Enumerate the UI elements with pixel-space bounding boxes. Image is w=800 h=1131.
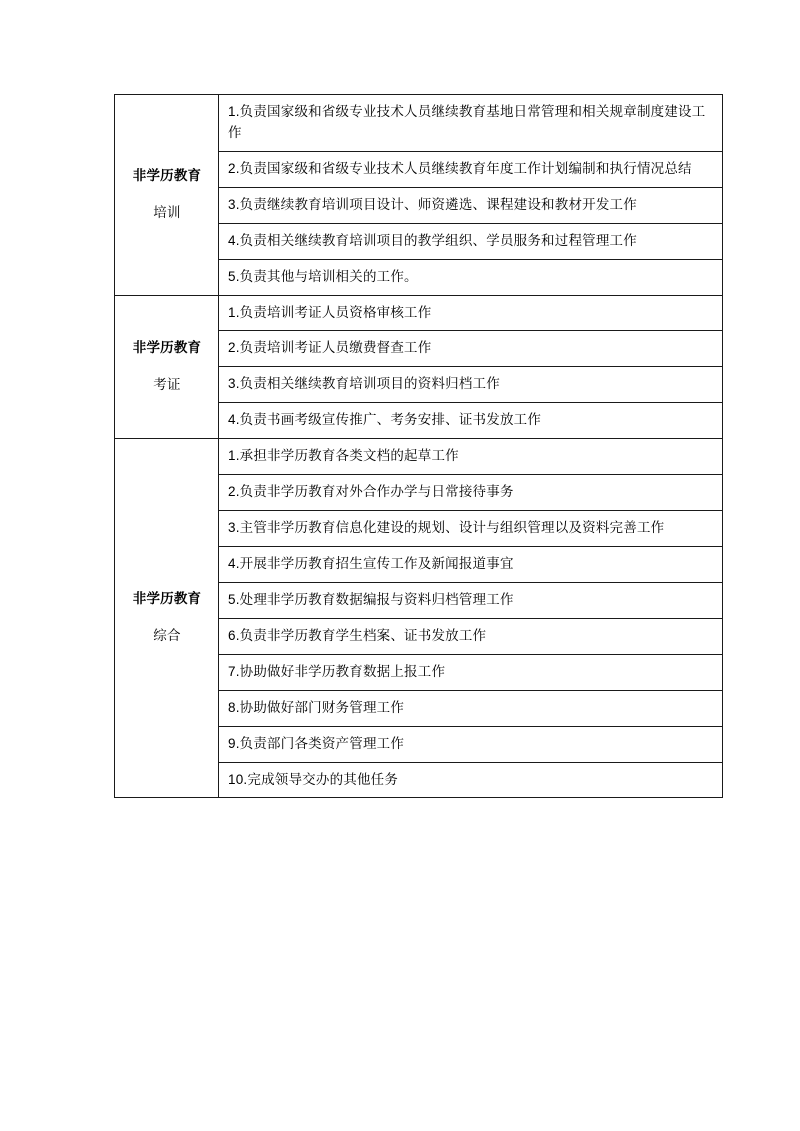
duty-item: 2.负责非学历教育对外合作办学与日常接待事务 <box>219 475 723 511</box>
duty-item: 5.处理非学历教育数据编报与资料归档管理工作 <box>219 582 723 618</box>
duty-item: 3.负责继续教育培训项目设计、师资遴选、课程建设和教材开发工作 <box>219 187 723 223</box>
category-main-label: 非学历教育 <box>132 167 202 183</box>
table-row <box>115 439 723 475</box>
duty-table-body <box>115 95 723 798</box>
duty-item: 3.负责相关继续教育培训项目的资料归档工作 <box>219 367 723 403</box>
duty-item: 6.负责非学历教育学生档案、证书发放工作 <box>219 618 723 654</box>
category-main-label: 非学历教育 <box>132 339 202 355</box>
duty-item: 4.开展非学历教育招生宣传工作及新闻报道事宜 <box>219 546 723 582</box>
table-row <box>115 295 723 331</box>
duty-item: 8.协助做好部门财务管理工作 <box>219 690 723 726</box>
duty-item: 7.协助做好非学历教育数据上报工作 <box>219 654 723 690</box>
duty-item: 1.负责培训考证人员资格审核工作 <box>219 295 723 331</box>
category-main-label: 非学历教育 <box>132 591 202 607</box>
duty-item: 2.负责国家级和省级专业技术人员继续教育年度工作计划编制和执行情况总结 <box>219 151 723 187</box>
duty-item: 5.负责其他与培训相关的工作。 <box>219 259 723 295</box>
duty-item: 1.承担非学历教育各类文档的起草工作 <box>219 439 723 475</box>
category-cell-general <box>115 439 219 798</box>
duty-item: 9.负责部门各类资产管理工作 <box>219 726 723 762</box>
duty-table <box>114 94 723 798</box>
category-sub-label: 培训 <box>153 204 181 220</box>
duty-item: 3.主管非学历教育信息化建设的规划、设计与组织管理以及资料完善工作 <box>219 511 723 547</box>
category-sub-label: 综合 <box>153 628 181 644</box>
duty-item: 1.负责国家级和省级专业技术人员继续教育基地日常管理和相关规章制度建设工作 <box>219 95 723 152</box>
duty-item: 4.负责相关继续教育培训项目的教学组织、学员服务和过程管理工作 <box>219 223 723 259</box>
category-cell-training <box>115 95 219 296</box>
duty-item: 4.负责书画考级宣传推广、考务安排、证书发放工作 <box>219 403 723 439</box>
duty-item: 10.完成领导交办的其他任务 <box>219 762 723 798</box>
category-sub-label: 考证 <box>153 376 181 392</box>
table-row <box>115 95 723 152</box>
category-cell-certification <box>115 295 219 439</box>
duty-item: 2.负责培训考证人员缴费督查工作 <box>219 331 723 367</box>
